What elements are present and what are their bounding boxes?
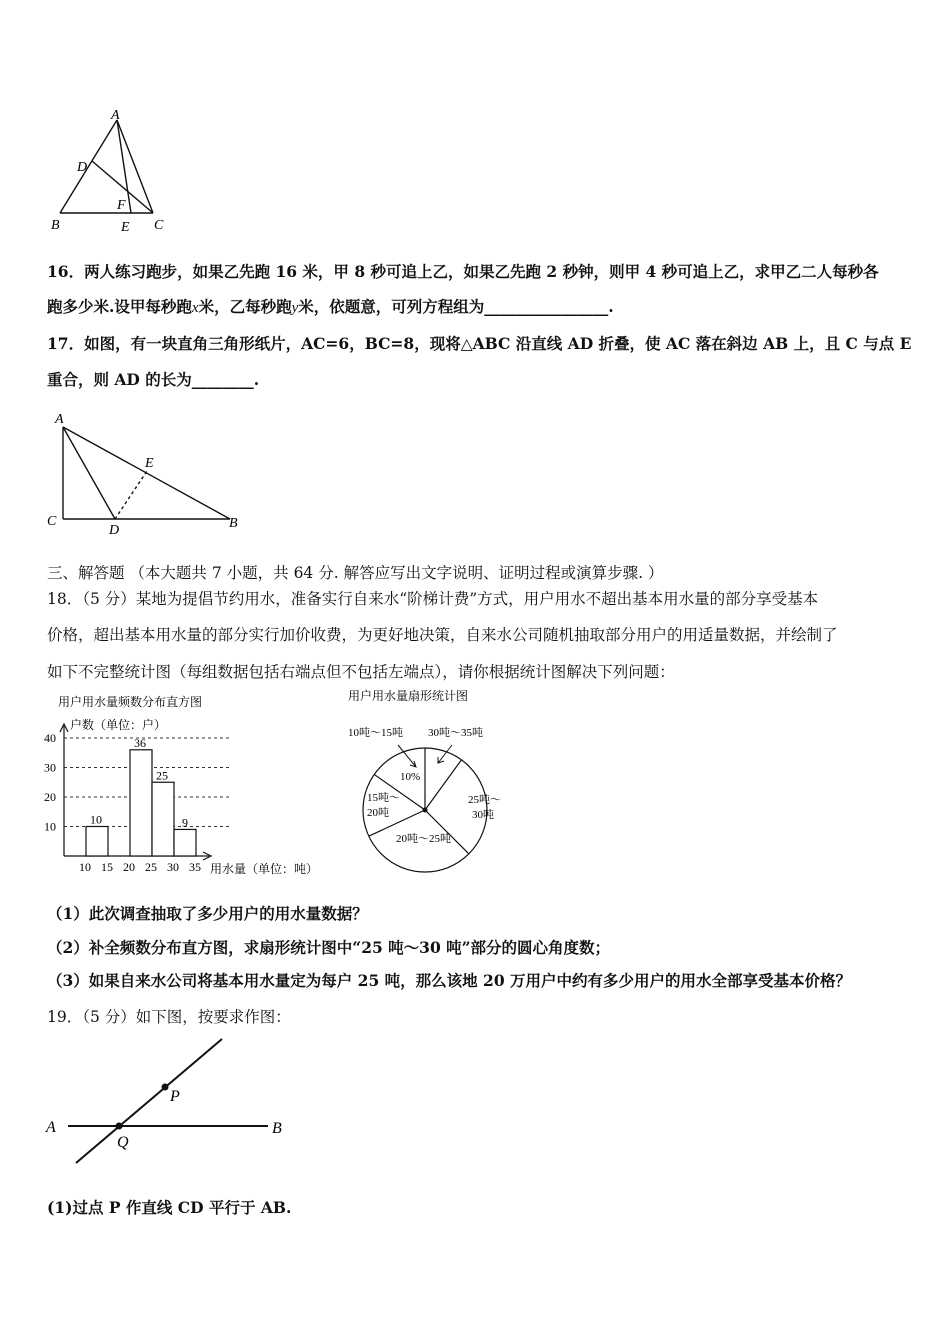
label-A: A	[55, 412, 64, 427]
pie-label-15-20-b: 20吨	[367, 807, 389, 819]
pie-label-20-25: 20吨～25吨	[396, 833, 451, 845]
y-tick-label: 40	[44, 731, 56, 745]
label-A: A	[111, 108, 120, 123]
q19-line1: 19．（5 分）如下图，按要求作图：	[47, 1008, 291, 1026]
label-B: B	[229, 516, 238, 531]
y-tick-label: 10	[44, 819, 56, 834]
bar-data-label: 9	[182, 815, 188, 830]
label-B: B	[51, 218, 60, 233]
label-Q: Q	[117, 1134, 129, 1151]
label-P: P	[170, 1088, 180, 1105]
q16-line2-a: 跑多少米.设甲每秒跑	[47, 297, 192, 316]
q18-line1: 18．（5 分）某地为提倡节约用水，准备实行自来水“阶梯计费”方式，用户用水不超出基本用水量的部分享受基本	[47, 590, 819, 608]
histogram-title: 用户用水量频数分布直方图	[58, 695, 203, 709]
label-D: D	[109, 523, 120, 538]
pie-label-25-30-a: 25吨～	[468, 794, 501, 806]
point-P	[162, 1084, 169, 1091]
pie-title: 用户用水量扇形统计图	[348, 689, 469, 703]
q18-sub3: （3）如果自来水公司将基本用水量定为每户 25 吨，那么该地 20 万用户中约有多少用户的用水全部享受基本价格？	[47, 971, 852, 990]
y-tick-label: 20	[44, 790, 56, 804]
x-tick-label: 35	[189, 860, 201, 874]
histogram-ylabel: 户数（单位：户）	[70, 718, 167, 732]
pie-center	[423, 808, 428, 813]
figure-19-lines	[40, 1035, 300, 1170]
x-tick-label: 10	[79, 860, 91, 874]
q18-line2: 价格，超出基本用水量的部分实行加价收费，为更好地决策，自来水公司随机抽取部分用户的用适量数据，并绘制了	[47, 626, 838, 644]
histogram-bar	[86, 827, 108, 857]
pie-label-15-20-a: 15吨～	[367, 792, 400, 804]
pie-label-30-35: 30吨～35吨	[428, 727, 483, 739]
q16-line2-c: 米，依题意，可列方程组为________________.	[298, 297, 614, 316]
histogram-bar	[174, 829, 196, 856]
section-3-heading: 三、解答题 （本大题共 7 小题，共 64 分. 解答应写出文字说明、证明过程或演算步骤. ）	[47, 564, 664, 582]
q18-sub2: （2）补全频数分布直方图，求扇形统计图中“25 吨～30 吨”部分的圆心角度数；	[47, 938, 611, 957]
label-D: D	[77, 160, 88, 175]
q19-sub1: (1)过点 P 作直线 CD 平行于 AB.	[47, 1198, 292, 1217]
q16-var-y: y	[291, 300, 299, 316]
q16-line2	[47, 297, 614, 318]
point-Q	[116, 1123, 123, 1130]
x-tick-label: 30	[167, 860, 179, 874]
q17-line1: 17．如图，有一块直角三角形纸片，AC=6，BC=8，现将△ABC 沿直线 AD 折叠，使 AC 落在斜边 AB 上，且 C 与点 E	[47, 334, 912, 353]
x-tick-label: 25	[145, 860, 157, 874]
pie-label-10-15: 10吨～15吨	[348, 727, 403, 739]
label-C: C	[154, 218, 164, 233]
label-E: E	[121, 220, 130, 235]
bar-data-label: 36	[134, 735, 146, 750]
histogram-bar	[130, 750, 152, 856]
q18-line3: 如下不完整统计图（每组数据包括右端点但不包括左端点），请你根据统计图解决下列问题：	[47, 663, 675, 681]
y-tick-label: 30	[44, 760, 56, 775]
figure-17-fold	[45, 405, 255, 540]
q16-line1: 16．两人练习跑步，如果乙先跑 16 米，甲 8 秒可追上乙，如果乙先跑 2 秒钟，则甲 4 秒可追上乙，求甲乙二人每秒各	[47, 262, 879, 281]
histogram-xlabel: 用水量（单位：吨）	[210, 862, 319, 876]
x-tick-label: 15	[101, 860, 113, 874]
bar-data-label: 25	[156, 768, 168, 783]
label-B: B	[272, 1120, 282, 1137]
q17-line2: 重合，则 AD 的长为________.	[47, 370, 260, 389]
q18-sub1: （1）此次调查抽取了多少用户的用水量数据？	[47, 904, 368, 923]
bar-data-label: 10	[90, 812, 102, 827]
label-E: E	[145, 456, 154, 471]
q16-line2-b: 米，乙每秒跑	[198, 297, 292, 316]
histogram-bar	[152, 782, 174, 856]
x-tick-label: 20	[123, 860, 135, 874]
label-F: F	[117, 198, 126, 213]
pie-value-10-15: 10%	[400, 771, 421, 783]
histogram-chart	[40, 688, 340, 883]
figure-15-triangle	[45, 105, 175, 235]
pie-label-25-30-b: 30吨	[472, 809, 494, 821]
label-A: A	[46, 1119, 56, 1136]
q16-var-x: x	[191, 300, 199, 316]
label-C: C	[47, 514, 57, 529]
pie-chart	[340, 685, 515, 875]
